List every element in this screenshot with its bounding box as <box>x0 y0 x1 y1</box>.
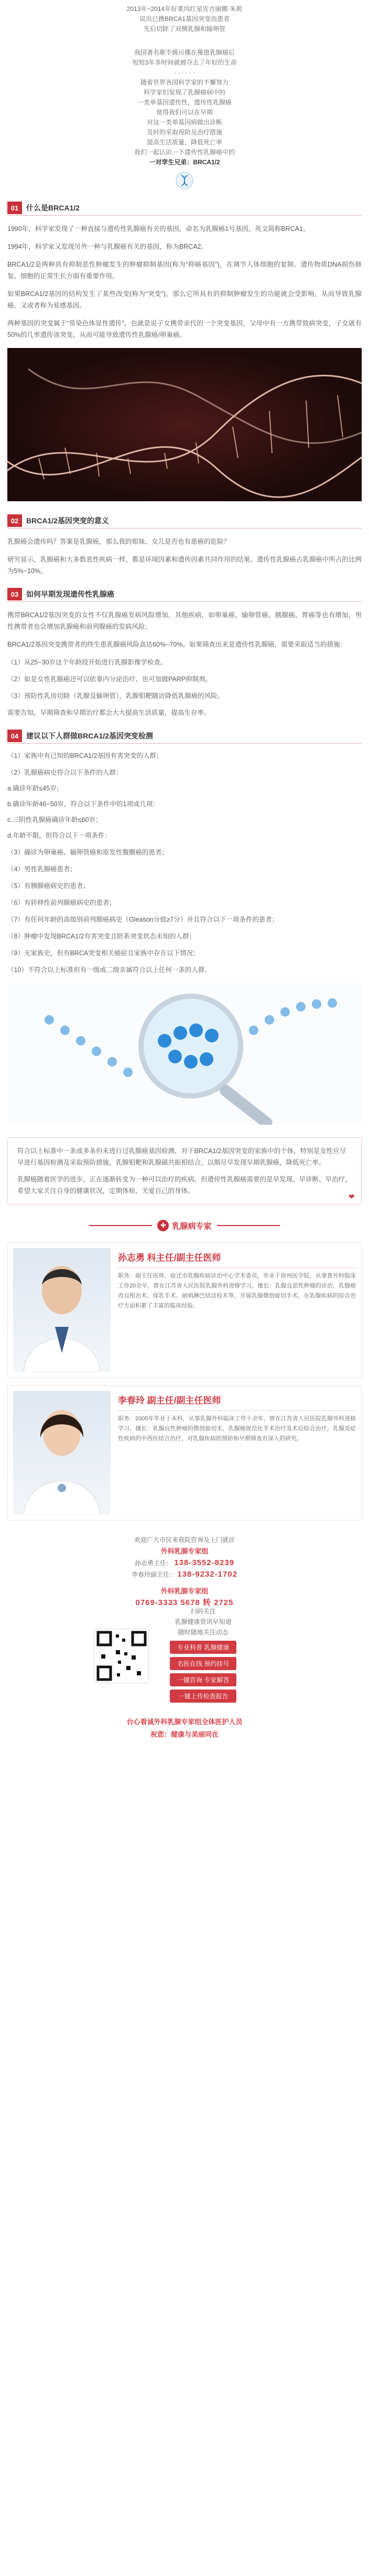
intro-emphasis: 一对孪生兄弟：BRCA1/2 <box>149 159 220 166</box>
doctor-icon: ✚ <box>157 1220 169 1231</box>
dna-icon <box>176 172 193 189</box>
intro-line: 使得我们可以在早期 <box>156 109 213 116</box>
qr-code[interactable] <box>94 1629 149 1683</box>
phone-label: 李春玲副主任： <box>131 1571 176 1578</box>
dept-name: 外科乳腺专家组 <box>160 1547 209 1555</box>
footer <box>0 1716 369 1741</box>
summary-box <box>7 1137 362 1205</box>
list-item: （9）无家族史，但有BRCA突变相关癌症且家族中存在以下情况； <box>7 949 200 957</box>
paragraph: 乳腺癌会遗传吗？答案是乳腺癌，那么我的姐妹、女儿是否也有患癌的危险？ <box>7 538 231 545</box>
section-number: 02 <box>7 514 22 527</box>
intro-line: 短短3年多时间就被夺去了年轻的生命 <box>132 59 237 66</box>
dna-hero-image <box>7 348 362 501</box>
hotline-label: 外科乳腺专家组 <box>160 1587 209 1595</box>
list-item: （2）乳腺癌病史符合以下条件的人群： <box>7 769 123 776</box>
intro-line: 提高生活质量，降低死亡率 <box>146 139 222 146</box>
paragraph: （3）预防性乳房切除（乳腺及输卵管），乳腺钼靶随访降低乳腺癌的风险。 <box>7 692 224 700</box>
intro-line: 随着世界各国科学家的不懈努力 <box>140 79 229 86</box>
dna-magnifier-illustration <box>7 983 362 1125</box>
intro-line: 及时的采取预防及治疗措施 <box>146 129 222 136</box>
doctor-description: 职务：2005年毕业于本科，从事乳腺外科临床工作十余年，曾在江苏省人民医院乳腺外科进修学习。擅长：乳腺良性肿瘤的微创旋切术，乳腺癌规范化手术治疗及术后综合治疗，乳腺炎症性疾病的中西医结合治疗，对乳腺疾病的预防和早期筛查有深入的研究。 <box>118 1416 356 1442</box>
list-item: （4）男性乳腺癌患者； <box>7 865 77 873</box>
intro-line: 先后切除了双侧乳腺和输卵管 <box>143 25 225 33</box>
experts-title: 乳腺病专家 <box>172 1221 212 1231</box>
paragraph: 研究显示，乳腺癌和大多数恶性疾病一样，都是环境因素和遗传因素共同作用的结果。遗传性乳腺癌占乳腺癌中所占的比例为5%~10%。 <box>7 556 362 575</box>
follow-subtitle: 随时随地关注动态 <box>178 1629 229 1636</box>
section-title: 什么是BRCA1/2 <box>26 204 80 212</box>
list-item: （3）确诊为卵巢癌、输卵管癌和原发性腹膜癌的患者； <box>7 849 168 856</box>
list-item: （7）有任何年龄的高级别前列腺癌病史（Gleason分值≥7分）并且符合以下一项条件的患者； <box>7 916 279 923</box>
list-item: （10）不符合以上标准但有一级或二级亲属符合以上任何一条的人群。 <box>7 966 211 974</box>
section-04-header <box>7 728 362 744</box>
section-02-header <box>7 513 362 529</box>
section-03-header <box>7 586 362 602</box>
summary-paragraph: 符合以上标准中一条或多条但未进行过乳腺癌基因检测，对于BRCA1/2基因突变的家族中的个体，特别是女性应尽早进行基因检测及采取预防措施，乳腺钼靶和乳腺磁共振相结合，以期尽早发现早期乳腺癌，降低死亡率。 <box>17 1147 346 1166</box>
expert-card <box>7 1385 362 1521</box>
section-title: 如何早期发现遗传性乳腺癌 <box>26 590 114 598</box>
feature-pill[interactable]: 专业科普 乳腺健康 <box>170 1641 236 1654</box>
list-item: c.三阴性乳腺癌确诊年龄≤60岁； <box>7 816 102 824</box>
intro-line: 对这一类单基因病做出诊断 <box>146 119 222 126</box>
list-item: （8）肿瘤中发现BRCA1/2有害突变且胚系突变状态未知的人群； <box>7 933 196 940</box>
intro-line: 我国著名歌手姚贝娜在罹患乳腺癌后 <box>134 49 235 56</box>
phone-number[interactable]: 138-9232-1702 <box>177 1570 238 1579</box>
paragraph: 如果BRCA1/2基因的结构发生了某些改变(称为“突变”)，那么它所具有的抑制肿瘤发生的功能就会受影响，从而导致乳腺癌。又或者称为易感基因。 <box>7 290 362 309</box>
list-item: （6）有转移性前列腺癌病史的患者； <box>7 899 116 906</box>
expert-card <box>7 1242 362 1378</box>
follow-block <box>16 1608 353 1700</box>
heart-icon: ❤ <box>349 1192 355 1201</box>
footer-line: 祝您：健康与美丽同在 <box>150 1730 219 1738</box>
feature-pill[interactable]: 一键咨询 专家解答 <box>170 1673 236 1686</box>
section-number: 04 <box>7 730 22 742</box>
doctor-description: 职务：副主任医师，宿迁市乳腺疾病诊治中心学术委员，毕业于徐州医学院，从事普外科临床工作20余年，曾在江苏省人民医院乳腺外科进修学习。擅长：乳腺良恶性肿瘤的诊治，乳腺癌改良根治术、保乳手术、前哨淋巴结活检术等，开展乳腺微创旋切手术，在乳腺疾病的综合治疗方面积累了丰富的临床经验。 <box>118 1273 356 1309</box>
paragraph: BRCA1/2是两种具有抑制恶性肿瘤发生的肿瘤抑制基因(称为“抑癌基因”)，在调节人体细胞的复制、遗传物质DNA损伤修复、细胞的正常生长方面有重要作用。 <box>7 261 362 280</box>
section-title: BRCA1/2基因突变的意义 <box>26 516 109 525</box>
dna-helix-illustration <box>7 348 362 501</box>
doctor-name: 李春玲 副主任/副主任医师 <box>118 1391 356 1411</box>
paragraph: （2）如是女性乳腺癌还可以依靠内分泌治疗，也可加做PARP抑制剂。 <box>7 675 212 683</box>
list-item: b.确诊年龄46~50岁，符合以下条件中的1项或几项： <box>7 800 159 808</box>
doctor-name: 孙志勇 科主任/副主任医师 <box>118 1248 356 1268</box>
phone-number[interactable]: 138-3552-8239 <box>174 1558 235 1567</box>
follow-info <box>170 1606 236 1706</box>
phone-label: 孙志勇主任： <box>134 1559 172 1567</box>
follow-subtitle: 乳腺健康资讯早知道 <box>175 1618 232 1625</box>
dna-magnifier-image <box>7 983 362 1125</box>
summary-paragraph: 乳腺癌随着医学的进步，正在逐渐转变为一种可以治疗的疾病，但遗传性乳腺癌需要的是早发现、早诊断、早治疗，希望大家关注自身的健康状况，定期体检，关爱自己的身体。 <box>17 1176 352 1195</box>
footer-line: 台心看诚外科乳腺专家组全体医护人员 <box>126 1718 243 1726</box>
welcome-text: 欢迎广大市民来我院咨询及上门就诊 <box>134 1536 235 1544</box>
intro-dots: · · · · · · <box>173 69 196 76</box>
intro-poem <box>0 0 369 193</box>
doctor-photo <box>13 1391 111 1515</box>
paragraph: 两种基因的突变属于“常染色体显性遗传”，也就是说子女携带亲代的一个突变基因，父母中有一方携带致病突变，子女就有50%的几率遗传该突变，从而可能导致遗传性乳腺癌/卵巢癌。 <box>7 320 362 339</box>
intro-line: 科学家们发现了乳腺癌病中的 <box>143 89 225 96</box>
hotline-number[interactable]: 0769-3333 5678 转 2725 <box>135 1598 234 1607</box>
section-number: 01 <box>7 202 22 214</box>
section-number: 03 <box>7 588 22 600</box>
experts-banner <box>0 1215 369 1236</box>
feature-pill[interactable]: 一键上传检查报告 <box>170 1690 236 1703</box>
paragraph: BRCA1/2基因突变携带者的终生患乳腺癌风险高达60%~70%。如果筛查出来是遗传性乳腺癌，需要采取适当的措施： <box>7 641 346 648</box>
doctor-photo <box>13 1248 111 1372</box>
list-item: （5）有胰腺癌病史的患者； <box>7 882 90 890</box>
contact-block <box>0 1534 369 1609</box>
intro-line: 2013年~2014年好莱坞红星安吉丽娜·朱莉 <box>126 5 243 13</box>
feature-pill[interactable]: 名医在线 预约挂号 <box>170 1657 236 1670</box>
paragraph: 需要告知，早期筛查和早期治疗都会大大提高生活质量，提高生存率。 <box>7 709 211 716</box>
intro-line: 我们一起认识一下遗传性乳腺癌中的 <box>134 149 235 156</box>
paragraph: 携带BRCA1/2基因突变的女性不仅乳腺癌发病风险增加，其他疾病，如卵巢癌、输卵管癌、胰腺癌、胃癌等也有增加，男性携带者也会增加乳腺癌和前列腺癌的发病风险。 <box>7 611 362 630</box>
section-title: 建议以下人群做BRCA1/2基因突变检测 <box>26 732 153 740</box>
paragraph: 1990年，科学家发现了一种直接与遗传性乳腺癌有关的基因，命名为乳腺癌1号基因，英文简称BRCA1。 <box>7 225 310 233</box>
intro-line: 一类单基因遗传性，遗传性乳腺癌 <box>137 99 232 106</box>
intro-line: 说出已携BRCA1基因突变而患者 <box>139 15 230 23</box>
paragraph: 1994年，科学家又发现另外一种与乳腺癌有关的基因，称为BRCA2。 <box>7 243 208 250</box>
paragraph: （1）从25~30岁这个年龄段开始进行乳腺影像学检查。 <box>7 659 167 666</box>
list-item: （1）家族中有已知的BRCA1/2基因有害突变的人群； <box>7 752 163 759</box>
list-item: a.确诊年龄≤45岁； <box>7 785 63 792</box>
section-01-header <box>7 200 362 216</box>
list-item: d.年龄不限，但符合以下一项条件： <box>7 832 111 839</box>
follow-title: 扫码关注 <box>190 1608 216 1615</box>
